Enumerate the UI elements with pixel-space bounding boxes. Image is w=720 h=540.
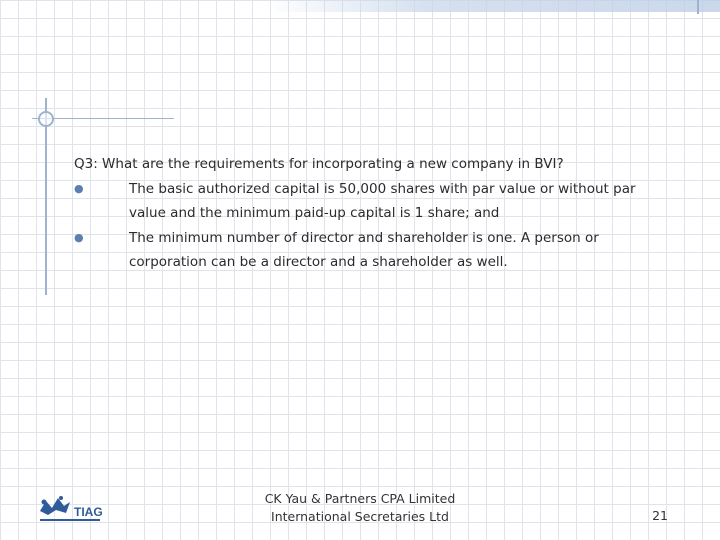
top-right-tick xyxy=(697,0,699,14)
bullet-text: The minimum number of director and shareholder is one. A person or corporation can be a director and a shareholder as well. xyxy=(129,229,599,270)
slide-content xyxy=(74,152,684,275)
question-line: Q3: What are the requirements for incorporating a new company in BVI? xyxy=(74,156,564,172)
bullet-dot-icon: ● xyxy=(74,181,84,195)
page-number: 21 xyxy=(652,508,668,523)
bullet-dot-icon: ● xyxy=(74,230,84,244)
top-decoration-band xyxy=(265,0,720,12)
bullet-item xyxy=(74,177,684,226)
bullet-item xyxy=(74,226,684,275)
vertical-rule xyxy=(45,98,47,295)
footer-line-1: CK Yau & Partners CPA Limited xyxy=(264,491,456,506)
crosshair-ring-icon xyxy=(38,111,54,127)
bullet-text: The basic authorized capital is 50,000 shares with par value or without par value and the minimum paid-up capital is 1 share; and xyxy=(129,180,636,221)
footer-company xyxy=(240,490,480,526)
tiag-logo xyxy=(36,493,106,525)
footer-line-2: International Secretaries Ltd xyxy=(271,509,449,524)
logo-text: TIAG xyxy=(74,505,103,519)
